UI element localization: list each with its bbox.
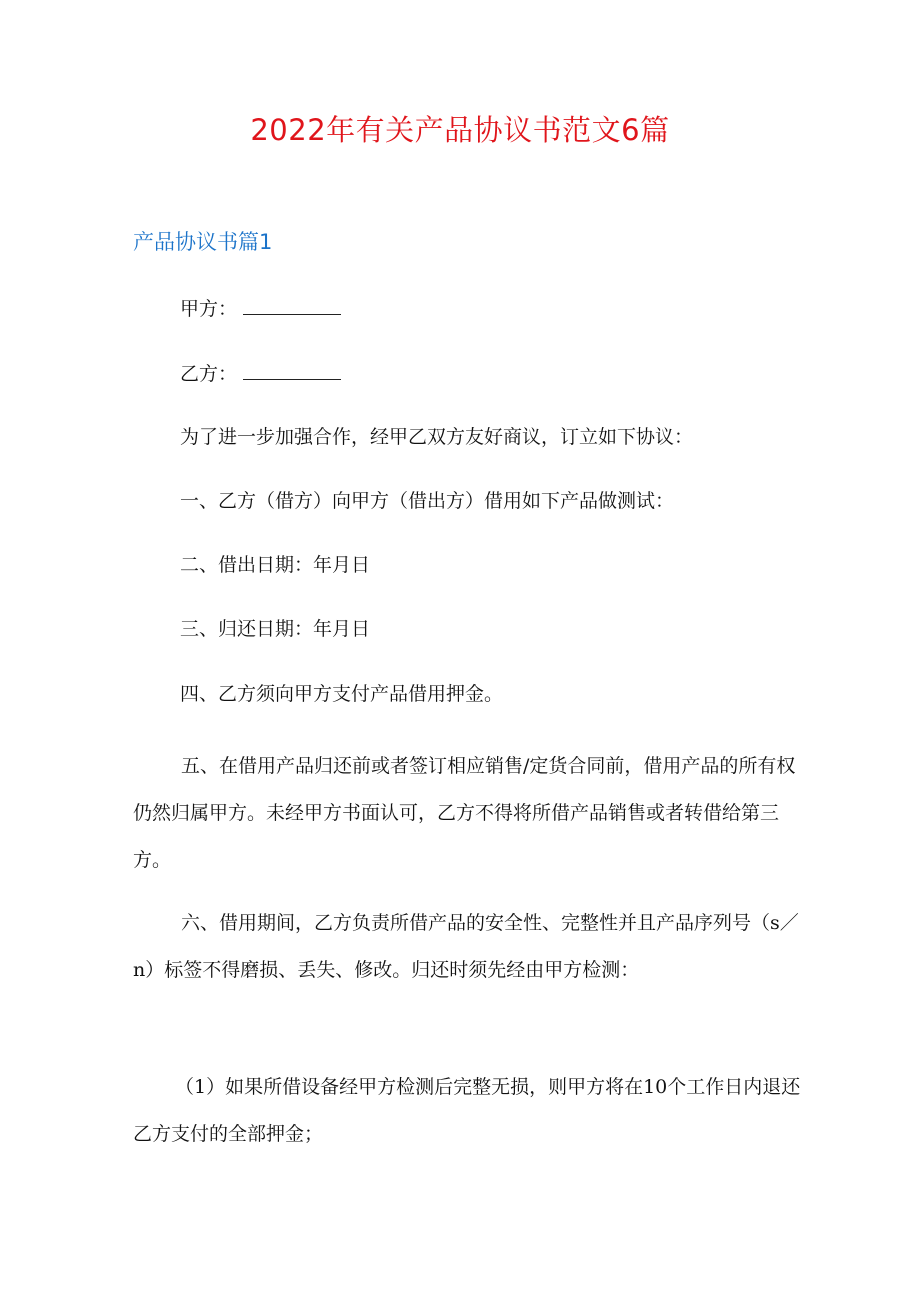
document-title: 2022年有关产品协议书范文6篇 (250, 113, 670, 147)
clause-1: 一、乙方（借方）向甲方（借出方）借用如下产品做测试： (180, 490, 675, 512)
clause-6: 六、借用期间，乙方负责所借产品的安全性、完整性并且产品序列号（s／n）标签不得磨损、丢失、修改。归还时须先经由甲方检测： (133, 912, 799, 981)
party-b-label: 乙方： (180, 363, 238, 385)
clause-6-sub-1: （1）如果所借设备经甲方检测后完整无损，则甲方将在10个工作日内退还乙方支付的全部押金； (133, 1076, 801, 1145)
section-heading: 产品协议书篇1 (133, 230, 273, 254)
party-a-line (180, 300, 341, 319)
clause-5: 五、在借用产品归还前或者签订相应销售/定货合同前，借用产品的所有权仍然归属甲方。未经甲方书面认可，乙方不得将所借产品销售或者转借给第三方。 (133, 755, 796, 871)
intro-text: 为了进一步加强合作，经甲乙双方友好商议，订立如下协议： (180, 426, 694, 448)
party-a-blank (243, 313, 341, 315)
party-b-blank (243, 378, 341, 380)
party-a-label: 甲方： (180, 298, 238, 320)
clause-3: 三、归还日期：年月日 (180, 618, 371, 640)
clause-4: 四、乙方须向甲方支付产品借用押金。 (180, 683, 504, 705)
party-b-line (180, 365, 341, 384)
clause-2: 二、借出日期：年月日 (180, 554, 371, 576)
